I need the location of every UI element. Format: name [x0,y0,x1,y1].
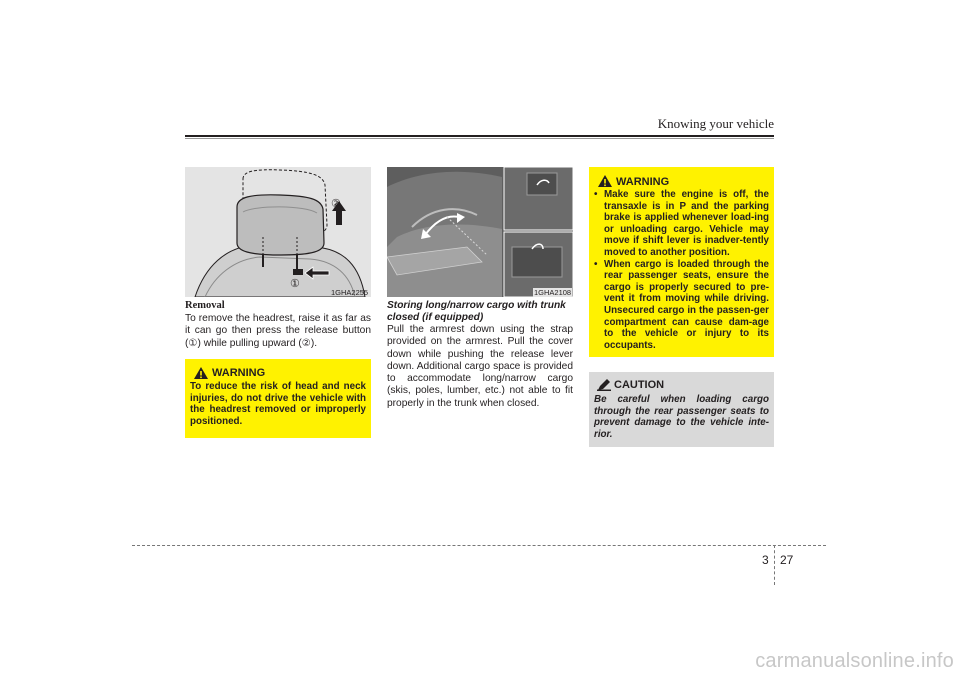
caution-title: CAUTION [614,379,665,391]
chapter-number: 3 [762,553,769,567]
warning-item-engine-off: • Make sure the engine is off, the transaxle is in P and the parking brake is applied whenever load-ing or unloading cargo. Vehicle may move if shift lever is inadver-tently moved to another position. [594,189,769,259]
figure-code: 1GHA2108 [534,288,572,297]
warning-box-headrest [185,359,371,438]
warning-box-cargo [589,167,774,357]
cargo-illustration [387,167,573,297]
header-rule [185,135,774,137]
cargo-figure [387,167,573,297]
warning-body: To reduce the risk of head and neck injuries, do not drive the vehicle with the headrest removed or improperly positioned. [190,381,366,427]
caution-box [589,372,774,447]
page-number: 27 [780,553,794,567]
callout-2-label: ② [331,198,341,210]
warning-item-secure-cargo: • When cargo is loaded through the rear passenger seats, ensure the cargo is properly secured to pre-vent it from moving while driving. Unsecured cargo in the passen-ger compartment can cause dam-age to the vehicle or injury to its occupants. [594,259,769,352]
headrest-figure [185,167,371,297]
warning-triangle-icon [597,174,613,188]
section-title: Knowing your vehicle [657,116,774,131]
header-rule-thin [185,138,774,139]
warning-title: WARNING [212,367,266,379]
caution-body: Be careful when loading cargo through the rear passenger seats to prevent damage to the vehicle inte-rior. [594,394,769,440]
callout-1-label: ① [290,278,300,290]
cargo-body: Pull the armrest down using the strap provided on the armrest. Pull the cover down while pushing the release lever down. Additional cargo space is provided to accommodate long/narrow cargo (skis, poles, lumber, etc.) not able to fit properly in the trunk when closed. [387,324,573,409]
removal-heading: Removal [185,300,225,311]
cargo-heading: Storing long/narrow cargo with trunk closed (if equipped) [387,300,566,323]
warning-triangle-icon [193,366,209,380]
watermark: carmanualsonline.info [755,650,954,672]
headrest-illustration [185,167,371,297]
footer-rule [132,545,826,546]
footer-divider [774,545,775,585]
caution-pencil-icon [597,379,611,391]
warning-title: WARNING [616,176,670,188]
figure-code: 1GHA2255 [331,288,369,297]
removal-body: To remove the headrest, raise it as far as it can go then press the release button (①) while pulling upward (②). [185,313,371,349]
warning-list [594,189,769,351]
